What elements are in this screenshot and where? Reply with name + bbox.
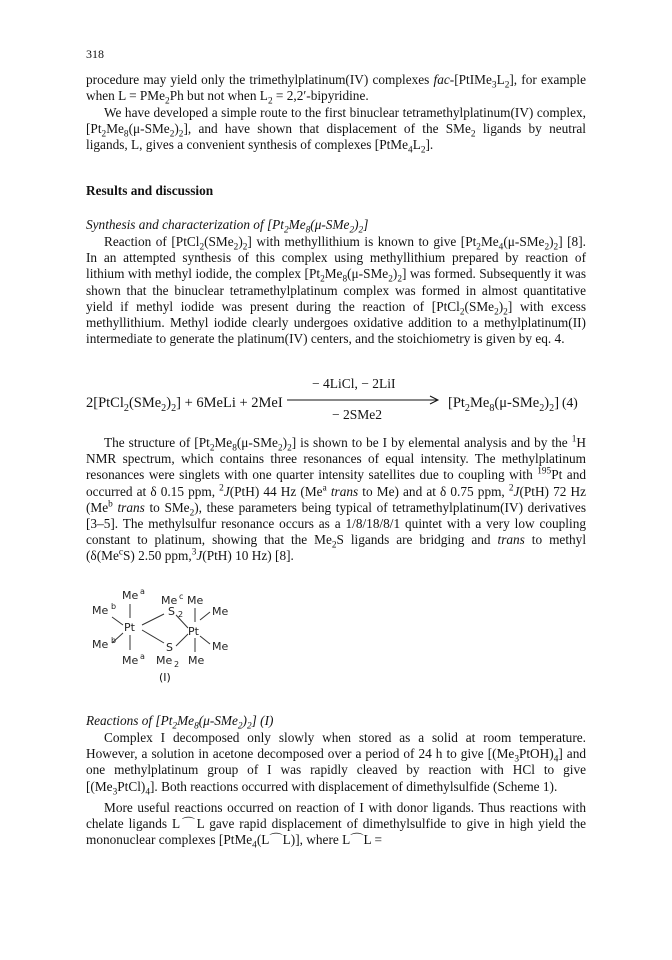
paragraph-structure: The structure of $[Pt_2Me_8(\mu-SMe_2)_2]$ is shown to be I by elemental analysis and by the $^1$H NMR spectrum, which contains three resonances of equal intensity. The methylplatinum resonances were singlets with one quarter intensity satellites due to coupling with $^{195}$Pt and occurred at δ 0.15 ppm, $^2$J(PtH) 44 Hz (Me$^a$ trans to Me) and at δ 0.75 ppm, $^2$J(PtH) 72 Hz (Me$^b$ trans to SMe$_2$), these parameters being typical of tetramethylplatinum(IV) derivatives [3–5]. The methylsulfur resonance occurs as a 1/8/18/8/1 quintet with a very low coupling constant to platinum, showing that the $Me_2S$ ligands are bridging and trans to methyl (δ(Me$^c$S) 2.50 ppm,$^3$J(PtH) 10 Hz) [8].: [86, 434, 587, 564]
atom-me-bottom-c: Me: [156, 654, 173, 667]
bond: [200, 612, 210, 620]
atom-s-top: S: [168, 605, 175, 618]
atom-me-bottom-right: Me: [188, 654, 205, 667]
paragraph-reactions-2: More useful reactions occurred on reaction of I with donor ligands. Thus reactions with chelate ligands L⌒L gave rapid displacement of dimethylsulfide to give in high yield the mononuclear complexes [PtMe$_4$(L⌒L)], where L⌒L =: [86, 800, 586, 852]
atom-me-bottom-a: Me: [122, 654, 139, 667]
sup-b-low: b: [111, 636, 117, 645]
atom-me-top-a: Me: [122, 589, 139, 602]
page-number: 318: [86, 47, 104, 61]
atom-me-b-left-low: Me: [92, 638, 109, 651]
structure-I-diagram: [92, 588, 252, 698]
equation-lhs: $2[PtCl_2(SMe_2)_2]$ + 6MeLi + 2MeI: [86, 395, 283, 414]
subsection-heading-synthesis: Synthesis and characterization of $[Pt_2Me_8(\mu-SMe_2)_2]$: [86, 217, 369, 236]
structure-label: (I): [159, 671, 171, 684]
sup-a: a: [140, 588, 145, 596]
sub-2-low: 2: [174, 660, 180, 669]
reaction-arrow-icon: [287, 395, 442, 405]
atom-pt-left: Pt: [124, 621, 135, 634]
paragraph-continuation: procedure may yield only the trimethylplatinum(IV) complexes fac-$[PtIMe_3L_2]$, for example when L = PMe$_2$Ph but not when $L_2$ = 2,2′-bipyridine.: [86, 72, 586, 107]
atom-me-b-left: Me: [92, 604, 109, 617]
atom-me-right-bottom: Me: [212, 640, 229, 653]
paragraph-synthesis: Reaction of $[PtCl_2(SMe_2)_2]$ with methyllithium is known to give $[Pt_2Me_4(\mu-SMe_2)_2]$ [8]. In an attempted synthesis of this complex using methyllithium prepared by reaction of lithium with methyl iodide, the complex $[Pt_2Me_8(\mu-SMe_2)_2]$ was formed. Subsequently it was shown that the binuclear tetramethylplatinum complex was formed in almost quantitative yield if methyl iodide was present during the reaction of $[PtCl_2(SMe_2)_2]$ with excess methyllithium. Methyl iodide clearly undergoes oxidative addition to a methylplatinum(II) intermediate to generate the platinum(IV) centers, and the stoichiometry is given by eq. 4.: [86, 234, 586, 347]
bond: [142, 614, 164, 625]
bond: [142, 630, 164, 643]
sup-c: c: [179, 592, 184, 601]
bond: [176, 634, 188, 646]
atom-me-top-c: Me: [161, 594, 178, 607]
atom-s-bottom: S: [166, 641, 173, 654]
sup-b: b: [111, 602, 117, 611]
atom-me-right-top: Me: [212, 605, 229, 618]
equation-number: (4): [562, 395, 578, 410]
sub-2: 2: [178, 610, 184, 619]
equation-rhs: $[Pt_2Me_8(\mu-SMe_2)_2]$: [448, 395, 560, 414]
paragraph-intro: We have developed a simple route to the first binuclear tetramethylplatinum(IV) complex, $[Pt_2Me_8(\mu-SMe_2)_2]$, and have shown that displacement of the SMe$_2$ ligands by neutral ligands, L, gives a convenient synthesis of complexes $[PtMe_4L_2]$.: [86, 105, 586, 157]
sup-a-low: a: [140, 652, 145, 661]
atom-me-top-right: Me: [187, 594, 204, 607]
section-heading: Results and discussion: [86, 183, 214, 198]
equation-4: [86, 376, 586, 420]
bond: [200, 636, 210, 644]
equation-below-arrow: − 2SMe2: [332, 407, 382, 422]
equation-above-arrow: − 4LiCl, − 2LiI: [312, 376, 396, 391]
paragraph-reactions-1: Complex I decomposed only slowly when stored as a solid at room temperature. However, a solution in acetone decomposed over a period of 24 h to give $[(Me_3PtOH)_4]$ and one methylplatinum group of I was rapidly cleaved by reaction with HCl to give $[(Me_3PtCl)_4]$. Both reactions occurred with displacement of dimethylsulfide (Scheme 1).: [86, 730, 587, 798]
atom-pt-right: Pt: [188, 625, 199, 638]
bond: [112, 617, 123, 625]
subsection-heading-reactions: Reactions of $[Pt_2Me_8(\mu-SMe_2)_2]$ (I): [86, 713, 274, 732]
